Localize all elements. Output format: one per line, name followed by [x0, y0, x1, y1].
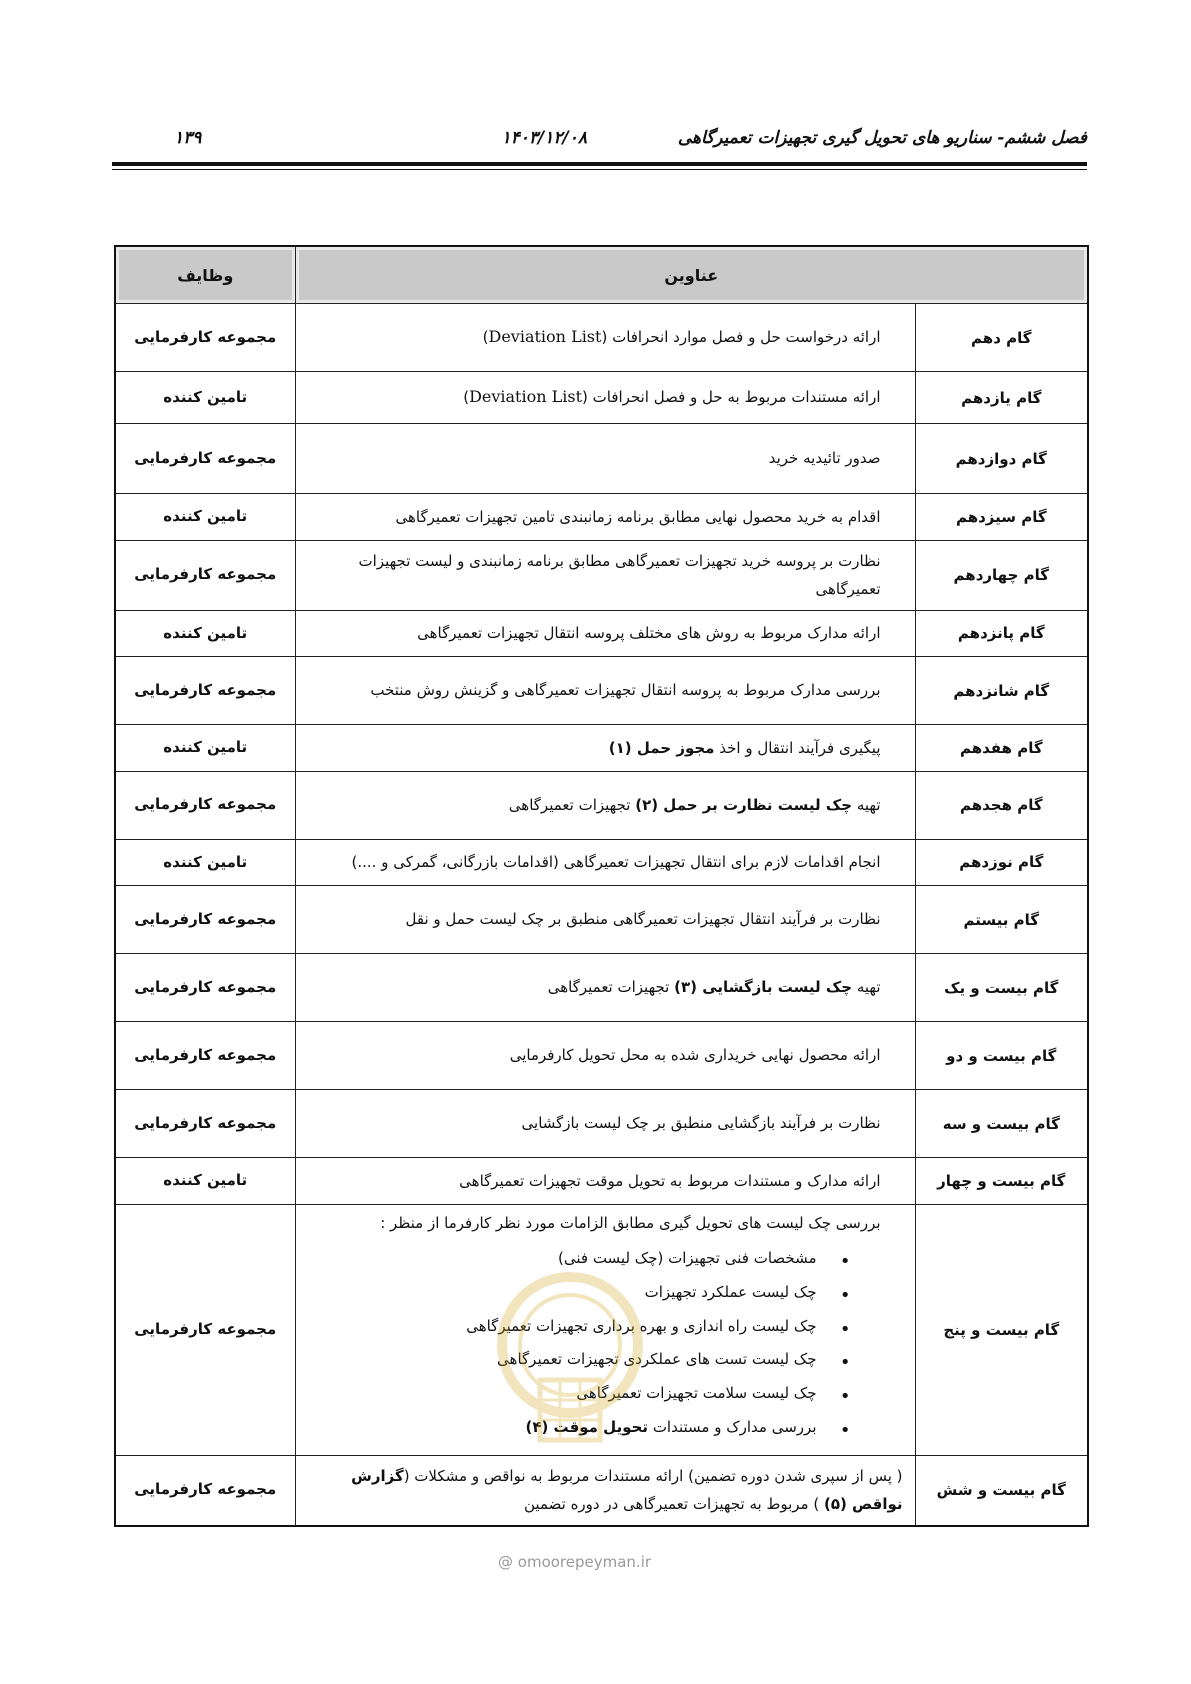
step-title: تهیه چک لیست نظارت بر حمل (۲) تجهیزات تعمیرگاهی [295, 771, 915, 839]
step-title: نظارت بر فرآیند بازگشایی منطبق بر چک لیست بازگشایی [295, 1090, 915, 1158]
table-row [115, 372, 1088, 424]
table-row [115, 954, 1088, 1022]
step-duty: تامین کننده [115, 725, 295, 772]
step-duty: مجموعه کارفرمایی [115, 771, 295, 839]
step-duty: تامین کننده [115, 610, 295, 657]
table-row [115, 610, 1088, 657]
chapter-title: فصل ششم- سناریو های تحویل گیری تجهیزات تعمیرگاهی [677, 128, 1087, 148]
step-label: گام بیست و دو [915, 1022, 1088, 1090]
column-header-duties: وظایف [115, 246, 295, 304]
step-duty: مجموعه کارفرمایی [115, 1022, 295, 1090]
step-label: گام بیست و یک [915, 954, 1088, 1022]
step-title: نظارت بر پروسه خرید تجهیزات تعمیرگاهی مطابق برنامه زمانبندی و لیست تجهیزات تعمیرگاهی [295, 540, 915, 610]
step-label: گام هجدهم [915, 771, 1088, 839]
step-label: گام سیزدهم [915, 494, 1088, 541]
temporary-delivery-term: تحویل موقت (۴) [525, 1417, 649, 1436]
step-label: گام بیست و سه [915, 1090, 1088, 1158]
step-title: تهیه چک لیست بازگشایی (۳) تجهیزات تعمیرگاهی [295, 954, 915, 1022]
table-row [115, 657, 1088, 725]
table-row [115, 540, 1088, 610]
step-duty: تامین کننده [115, 372, 295, 424]
table-row [115, 886, 1088, 954]
page-header [112, 128, 1087, 156]
table-row [115, 1022, 1088, 1090]
step-title: اقدام به خرید محصول نهایی مطابق برنامه زمانبندی تامین تجهیزات تعمیرگاهی [295, 494, 915, 541]
deviation-list-term: Deviation List [488, 327, 602, 347]
transport-checklist-term: چک لیست نظارت بر حمل (۲) [635, 795, 853, 814]
step-title: ارائه مدارک مربوط به روش های مختلف پروسه انتقال تجهیزات تعمیرگاهی [295, 610, 915, 657]
step-label: گام بیست و چهار [915, 1158, 1088, 1205]
step-duty: مجموعه کارفرمایی [115, 657, 295, 725]
step-title [295, 1204, 915, 1455]
table-row [115, 839, 1088, 886]
step-duty: مجموعه کارفرمایی [115, 540, 295, 610]
step-label: گام نوزدهم [915, 839, 1088, 886]
table-header-row [115, 246, 1088, 304]
table-row [115, 1090, 1088, 1158]
table-row [115, 1204, 1088, 1455]
checklist-item: • مشخصات فنی تجهیزات (چک لیست فنی) [308, 1242, 851, 1276]
transport-permit-term: مجوز حمل (۱) [608, 738, 715, 757]
checklist-bullets [308, 1242, 881, 1445]
step-duty: مجموعه کارفرمایی [115, 424, 295, 494]
table-row [115, 1158, 1088, 1205]
step-duty: تامین کننده [115, 1158, 295, 1205]
step-title: ارائه محصول نهایی خریداری شده به محل تحویل کارفرمایی [295, 1022, 915, 1090]
step-label: گام هفدهم [915, 725, 1088, 772]
step-title: ارائه مدارک و مستندات مربوط به تحویل موقت تجهیزات تعمیرگاهی [295, 1158, 915, 1205]
step-label: گام بیست و شش [915, 1455, 1088, 1526]
step-title: بررسی مدارک مربوط به پروسه انتقال تجهیزات تعمیرگاهی و گزینش روش منتخب [295, 657, 915, 725]
step-duty: مجموعه کارفرمایی [115, 1090, 295, 1158]
step-title: ارائه مستندات مربوط به حل و فصل انحرافات (Deviation List) [295, 372, 915, 424]
checklist-item: • چک لیست سلامت تجهیزات تعمیرگاهی [308, 1377, 851, 1411]
table-row [115, 1455, 1088, 1526]
step-duty: مجموعه کارفرمایی [115, 954, 295, 1022]
step-title: ( پس از سپری شدن دوره تضمین) ارائه مستندات مربوط به نواقص و مشکلات (گزارش نواقص (۵) ) مربوط به تجهیزات تعمیرگاهی در دوره تضمین [295, 1455, 915, 1526]
header-rule-thin [112, 169, 1087, 170]
table-row [115, 494, 1088, 541]
step-label: گام پانزدهم [915, 610, 1088, 657]
step-label: گام یازدهم [915, 372, 1088, 424]
step-duty: تامین کننده [115, 494, 295, 541]
header-date: ۱۴۰۳/۱۲/۰۸ [501, 128, 587, 148]
step-duty: تامین کننده [115, 839, 295, 886]
step-duty: مجموعه کارفرمایی [115, 1204, 295, 1455]
checklist-intro: بررسی چک لیست های تحویل گیری مطابق الزامات مورد نظر کارفرما از منظر : [380, 1213, 881, 1232]
step-label: گام چهاردهم [915, 540, 1088, 610]
deviation-list-term: Deviation List [469, 387, 583, 407]
step-title: نظارت بر فرآیند انتقال تجهیزات تعمیرگاهی منطبق بر چک لیست حمل و نقل [295, 886, 915, 954]
unpacking-checklist-term: چک لیست بازگشایی (۳) [674, 978, 853, 997]
step-label: گام دهم [915, 304, 1088, 372]
defects-report-term: گزارش نواقص (۵) [351, 1466, 903, 1513]
step-label: گام بیستم [915, 886, 1088, 954]
step-label: گام شانزدهم [915, 657, 1088, 725]
column-header-titles: عناوین [295, 246, 1088, 304]
header-rule-thick [112, 162, 1087, 166]
page-number: ۱۳۹ [174, 128, 202, 148]
checklist-item: • چک لیست عملکرد تجهیزات [308, 1276, 851, 1310]
step-title: ارائه درخواست حل و فصل موارد انحرافات (Deviation List) [295, 304, 915, 372]
table-row [115, 304, 1088, 372]
steps-table [114, 245, 1089, 1527]
step-duty: مجموعه کارفرمایی [115, 304, 295, 372]
step-title: انجام اقدامات لازم برای انتقال تجهیزات تعمیرگاهی (اقدامات بازرگانی، گمرکی و ....) [295, 839, 915, 886]
checklist-item: • چک لیست راه اندازی و بهره برداری تجهیزات تعمیرگاهی [308, 1310, 851, 1344]
table-row [115, 424, 1088, 494]
step-duty: مجموعه کارفرمایی [115, 1455, 295, 1526]
step-duty: مجموعه کارفرمایی [115, 886, 295, 954]
table-row [115, 725, 1088, 772]
checklist-item: • چک لیست تست های عملکردی تجهیزات تعمیرگاهی [308, 1343, 851, 1377]
checklist-item: • بررسی مدارک و مستندات تحویل موقت (۴) [308, 1411, 851, 1445]
table-row [115, 771, 1088, 839]
step-label: گام بیست و پنج [915, 1204, 1088, 1455]
step-title: صدور تائیدیه خرید [295, 424, 915, 494]
watermark-url: @ omoorepeyman.ir [498, 1553, 652, 1571]
step-title: پیگیری فرآیند انتقال و اخذ مجوز حمل (۱) [295, 725, 915, 772]
step-label: گام دوازدهم [915, 424, 1088, 494]
